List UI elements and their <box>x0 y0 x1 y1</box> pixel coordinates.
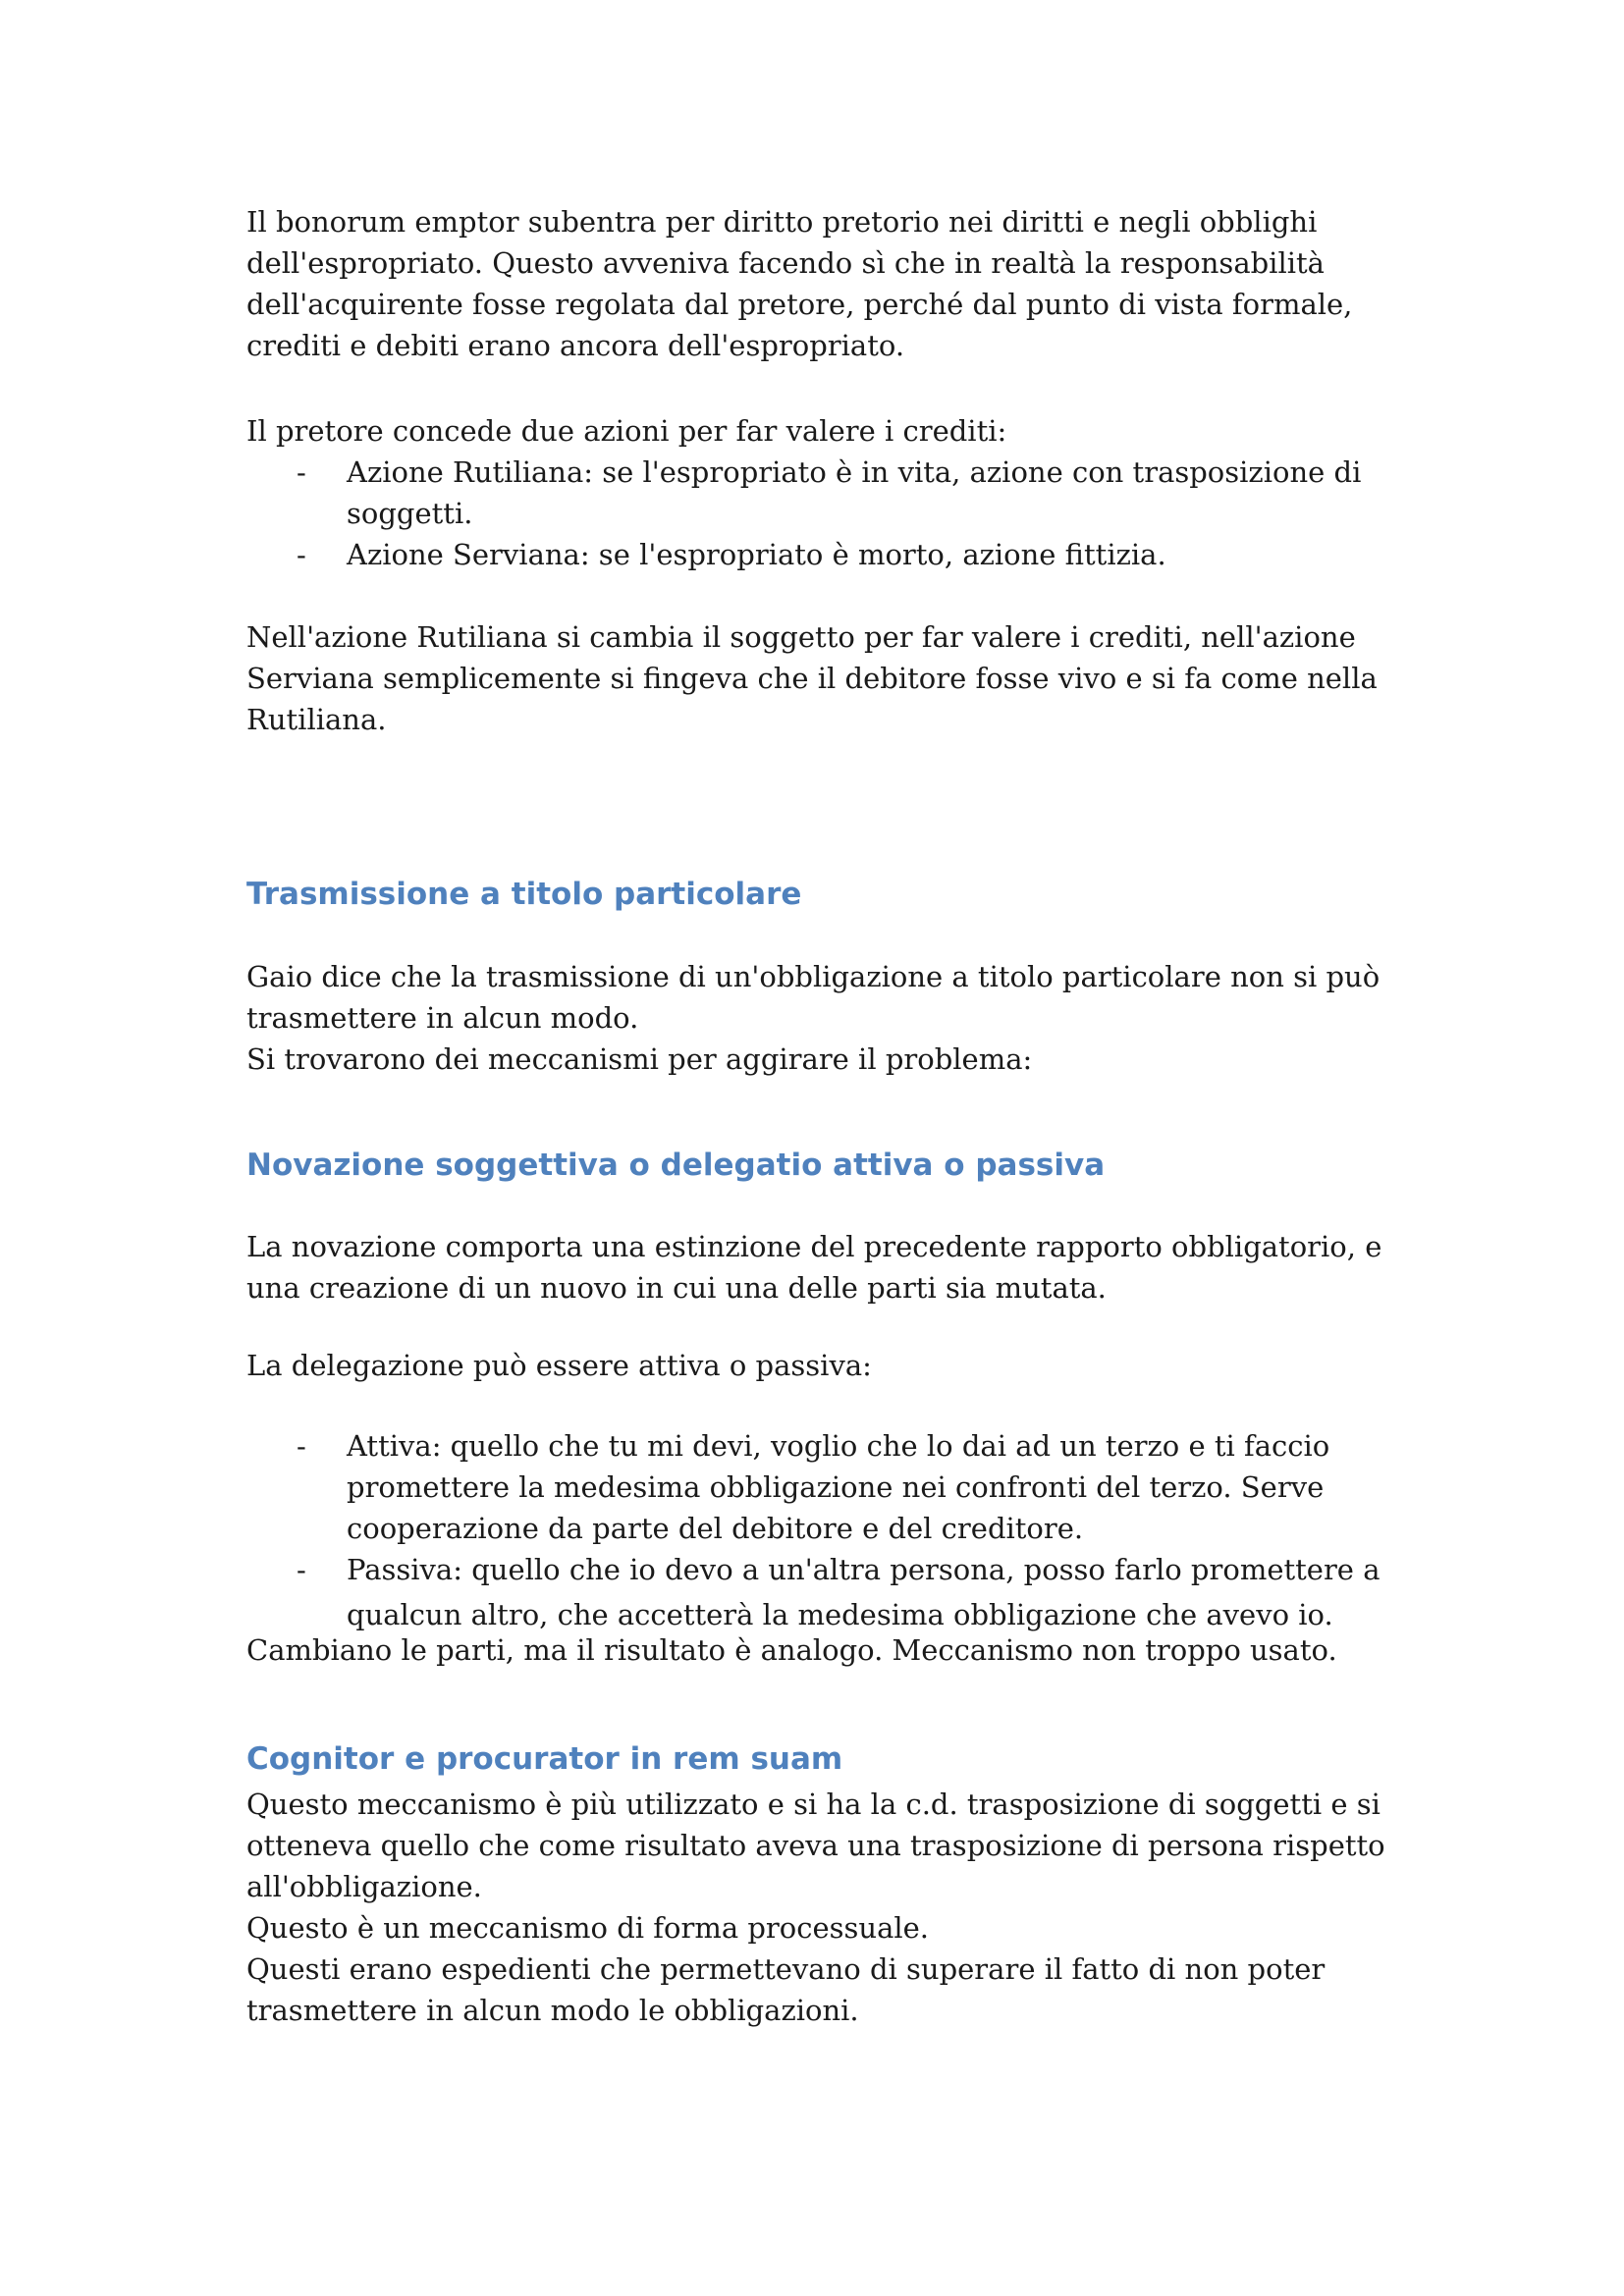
section-heading: Novazione soggettiva o delegatio attiva o passiva <box>246 1148 1106 1183</box>
azioni-list <box>246 452 1376 575</box>
text-line: La delegazione può essere attiva o passiva: <box>246 1349 872 1382</box>
section2-paragraph-1 <box>246 1226 1382 1308</box>
text-line: Nell'azione Rutiliana si cambia il soggetto per far valere i crediti, nell'azione <box>246 620 1356 654</box>
text-line: Il bonorum emptor subentra per diritto pretorio nei diritti e negli obblighi <box>246 205 1318 239</box>
text-line: Questo è un meccanismo di forma processuale. <box>246 1911 930 1945</box>
text-line: Il pretore concede due azioni per far valere i crediti: <box>246 414 1007 448</box>
dash-bullet: - <box>297 1553 306 1586</box>
intro-paragraph <box>246 201 1376 366</box>
text-line: otteneva quello che come risultato aveva una trasposizione di persona rispetto <box>246 1829 1385 1862</box>
text-line: trasmettere in alcun modo. <box>246 1001 639 1035</box>
text-line: cooperazione da parte del debitore e del creditore. <box>347 1512 1084 1545</box>
list-item <box>246 534 1376 575</box>
section-heading: Trasmissione a titolo particolare <box>246 877 802 912</box>
text-line: Gaio dice che la trasmissione di un'obbligazione a titolo particolare non si può <box>246 960 1380 993</box>
text-line: Azione Rutiliana: se l'espropriato è in vita, azione con trasposizione di <box>347 455 1362 489</box>
list-item <box>246 1425 1376 1549</box>
section2-closing <box>246 1629 1376 1671</box>
text-line: all'obbligazione. <box>246 1870 482 1903</box>
text-line: Questo meccanismo è più utilizzato e si ha la c.d. trasposizione di soggetti e si <box>246 1788 1380 1821</box>
text-line: crediti e debiti erano ancora dell'espropriato. <box>246 329 905 362</box>
dash-bullet: - <box>297 1429 306 1463</box>
text-line: Attiva: quello che tu mi devi, voglio che lo dai ad un terzo e ti faccio <box>347 1429 1330 1463</box>
list-item <box>246 1549 1380 1635</box>
text-line: Si trovarono dei meccanismi per aggirare il problema: <box>246 1042 1033 1076</box>
text-line: qualcun altro, che accetterà la medesima obbligazione che avevo io. <box>347 1598 1333 1631</box>
text-line: soggetti. <box>347 497 473 530</box>
text-line: Rutiliana. <box>246 703 387 736</box>
section1-paragraph <box>246 956 1380 1080</box>
confronto-paragraph <box>246 616 1376 740</box>
section3-paragraph <box>246 1784 1385 2031</box>
text-line: Serviana semplicemente si fingeva che il debitore fosse vivo e si fa come nella <box>246 662 1378 695</box>
text-line: Passiva: quello che io devo a un'altra persona, posso farlo promettere a <box>347 1553 1380 1586</box>
text-line: una creazione di un nuovo in cui una delle parti sia mutata. <box>246 1271 1107 1305</box>
azioni-lead <box>246 410 1376 452</box>
section-heading: Cognitor e procurator in rem suam <box>246 1741 843 1777</box>
section2-paragraph-2 <box>246 1345 1376 1386</box>
text-line: La novazione comporta una estinzione del precedente rapporto obbligatorio, e <box>246 1230 1382 1263</box>
text-line: promettere la medesima obbligazione nei confronti del terzo. Serve <box>347 1470 1325 1504</box>
text-line: Azione Serviana: se l'espropriato è morto, azione fittizia. <box>347 538 1166 571</box>
text-line: trasmettere in alcun modo le obbligazioni. <box>246 1994 859 2027</box>
delegazione-list <box>246 1425 1380 1635</box>
dash-bullet: - <box>297 538 306 571</box>
dash-bullet: - <box>297 455 306 489</box>
text-line: dell'acquirente fosse regolata dal pretore, perché dal punto di vista formale, <box>246 288 1353 321</box>
text-line: dell'espropriato. Questo avveniva facendo sì che in realtà la responsabilità <box>246 246 1325 280</box>
text-line: Questi erano espedienti che permettevano di superare il fatto di non poter <box>246 1952 1326 1986</box>
text-line: Cambiano le parti, ma il risultato è analogo. Meccanismo non troppo usato. <box>246 1633 1337 1667</box>
list-item <box>246 452 1376 534</box>
